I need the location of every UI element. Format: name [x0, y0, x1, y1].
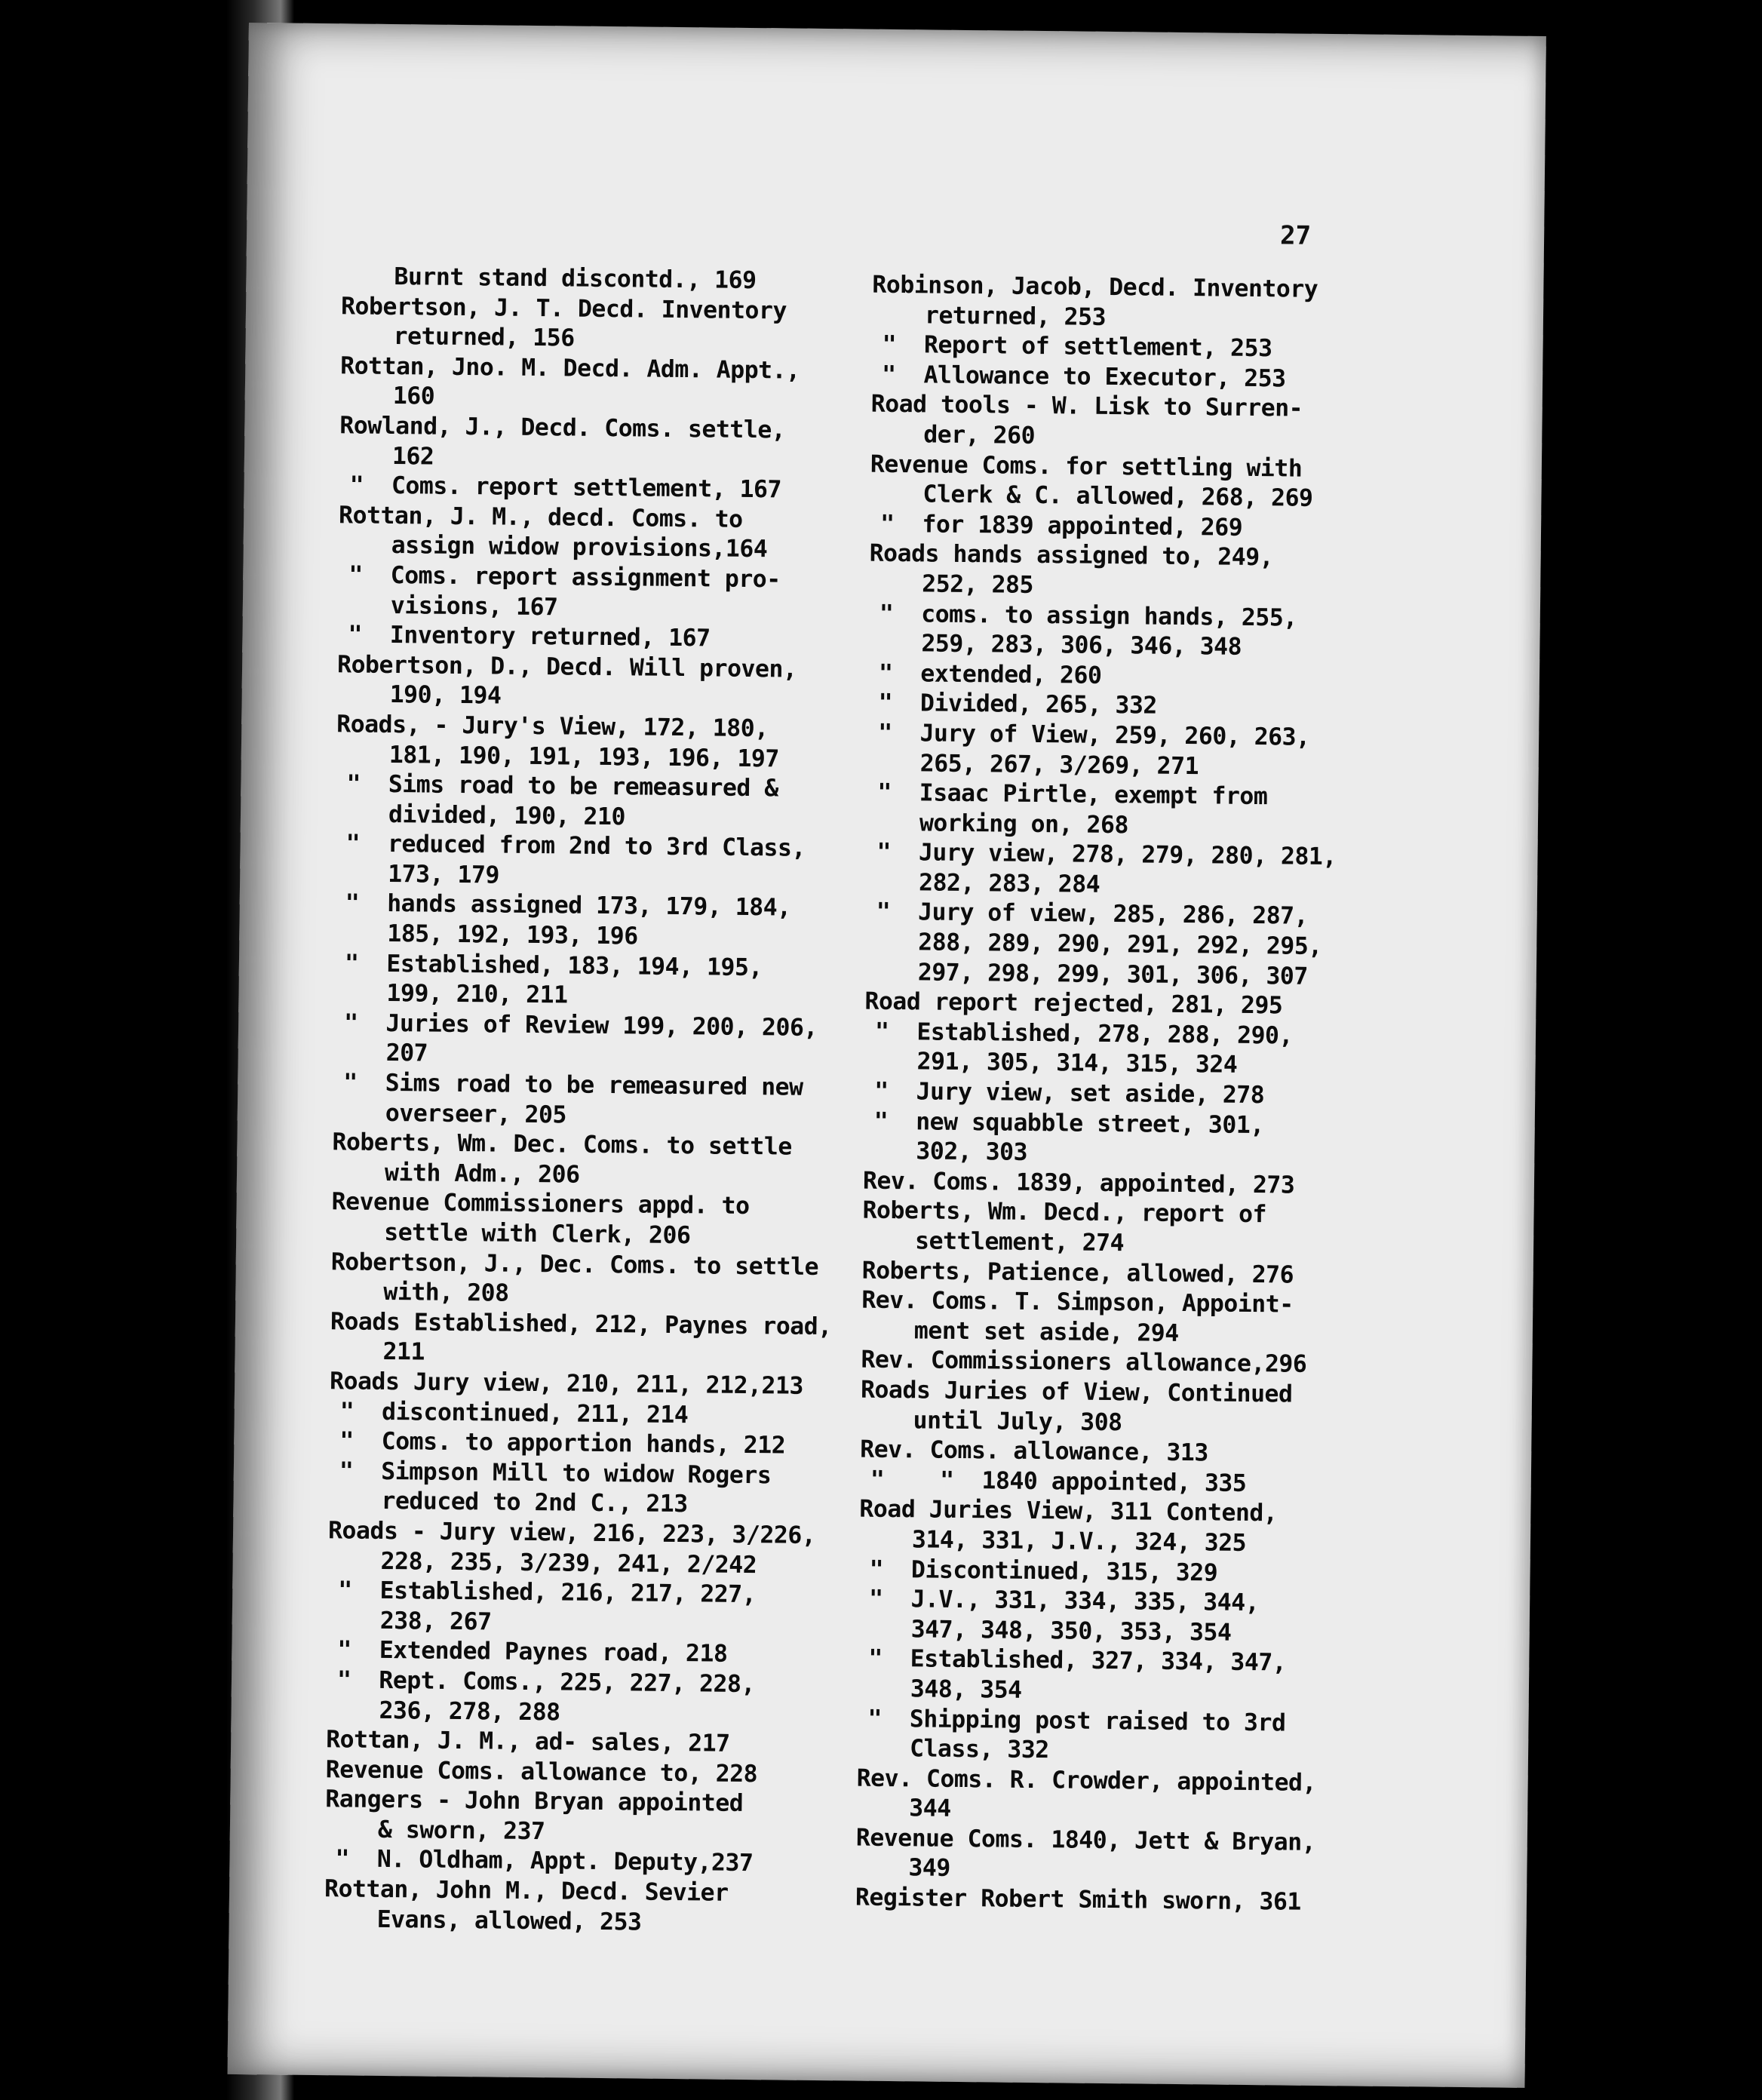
index-entry-line: 160: [392, 382, 435, 410]
index-entry-line: " Jury of view, 285, 286, 287,: [876, 898, 1309, 931]
index-entry-line: 252, 285: [922, 570, 1034, 599]
index-entry-line: 199, 210, 211: [386, 980, 568, 1009]
index-entry-line: Road Juries View, 311 Contend,: [859, 1495, 1278, 1527]
index-entry-line: reduced to 2nd C., 213: [381, 1488, 688, 1518]
index-entry-line: 259, 283, 306, 346, 348: [921, 630, 1242, 661]
document-page: [228, 23, 1546, 2088]
index-entry-line: " Established, 183, 194, 195,: [344, 950, 763, 981]
index-entry-line: " Divided, 265, 332: [878, 689, 1158, 720]
index-entry-line: Robertson, J., Dec. Coms. to settle: [330, 1248, 819, 1281]
index-entry-line: 162: [391, 442, 434, 471]
index-entry-line: 228, 235, 3/239, 241, 2/242: [380, 1547, 757, 1579]
index-entry-line: 173, 179: [388, 860, 500, 889]
index-entry-line: Register Robert Smith sworn, 361: [855, 1884, 1302, 1916]
index-entry-line: " coms. to assign hands, 255,: [879, 600, 1297, 632]
index-entry-line: Roberts, Wm. Decd., report of: [862, 1197, 1267, 1229]
index-entry-line: working on, 268: [919, 809, 1129, 839]
index-entry-line: settle with Clerk, 206: [384, 1218, 691, 1250]
index-entry-line: 236, 278, 288: [379, 1696, 560, 1726]
index-entry-line: 348, 354: [910, 1675, 1022, 1704]
index-entry-line: Class, 332: [909, 1735, 1049, 1764]
index-entry-line: " Allowance to Executor, 253: [881, 361, 1286, 393]
index-entry-line: " Inventory returned, 167: [348, 621, 711, 652]
index-entry-line: 344: [909, 1795, 951, 1823]
index-entry-line: 238, 267: [379, 1607, 492, 1636]
index-entry-line: Revenue Coms. allowance to, 228: [325, 1755, 758, 1788]
index-entry-line: visions, 167: [390, 591, 558, 621]
index-entry-line: Evans, allowed, 253: [376, 1905, 642, 1936]
index-entry-line: Roads Jury view, 210, 211, 212,213: [329, 1368, 804, 1400]
index-entry-line: & sworn, 237: [377, 1816, 545, 1846]
right-index-column: [855, 271, 1343, 1918]
index-entry-line: " Shipping post raised to 3rd: [867, 1705, 1286, 1737]
index-entry-line: " N. Oldham, Appt. Deputy,237: [335, 1845, 754, 1877]
index-entry-line: Rangers - John Bryan appointed: [325, 1785, 744, 1818]
index-entry-line: assign widow provisions,164: [391, 532, 768, 563]
index-entry-line: ment set aside, 294: [913, 1317, 1179, 1347]
index-entry-line: " hands assigned 173, 179, 184,: [345, 889, 791, 923]
index-entry-line: Clerk & C. allowed, 268, 269: [922, 480, 1313, 512]
index-entry-line: Robertson, J. T. Decd. Inventory: [340, 292, 787, 325]
index-entry-line: settlement, 274: [914, 1227, 1125, 1257]
index-entry-line: " Jury view, set aside, 278: [874, 1077, 1265, 1110]
index-entry-line: " Discontinued, 315, 329: [869, 1555, 1218, 1587]
index-entry-line: " Established, 278, 288, 290,: [874, 1018, 1294, 1050]
page-number: 27: [1279, 220, 1312, 251]
index-entry-line: Burnt stand discontd., 169: [394, 263, 757, 295]
index-entry-line: " Simpson Mill to widow Rogers: [339, 1457, 772, 1490]
index-entry-line: Rottan, J. M., decd. Coms. to: [338, 502, 743, 533]
index-entry-line: returned, 156: [393, 323, 575, 352]
index-entry-line: " Coms. report settlement, 167: [349, 471, 782, 504]
index-entry-line: " new squabble street, 301,: [873, 1107, 1264, 1139]
index-entry-line: Revenue Commissioners appd. to: [331, 1188, 750, 1220]
index-entry-line: Rowland, J., Decd. Coms. settle,: [339, 412, 786, 444]
index-entry-line: " Rept. Coms., 225, 227, 228,: [336, 1666, 756, 1699]
index-entry-line: 288, 289, 290, 291, 292, 295,: [918, 929, 1322, 961]
index-entry-line: Revenue Coms. 1840, Jett & Bryan,: [855, 1824, 1316, 1856]
index-entry-line: 314, 331, J.V., 324, 325: [911, 1526, 1247, 1557]
index-entry-line: Rottan, J. M., ad- sales, 217: [325, 1726, 730, 1758]
index-entry-line: divided, 190, 210: [388, 800, 626, 830]
index-entry-line: overseer, 205: [385, 1099, 567, 1129]
index-entry-line: " Isaac Pirtle, exempt from: [877, 778, 1268, 811]
index-entry-line: Roberts, Wm. Dec. Coms. to settle: [332, 1128, 792, 1161]
index-entry-line: Roads Established, 212, Paynes road,: [330, 1308, 832, 1340]
index-entry-line: der, 260: [923, 421, 1036, 450]
index-entry-line: " Established, 327, 334, 347,: [868, 1645, 1287, 1677]
index-entry-line: Rev. Commissioners allowance,296: [861, 1346, 1307, 1379]
index-entry-line: 291, 305, 314, 315, 324: [916, 1048, 1238, 1079]
index-entry-line: " Jury of View, 259, 260, 263,: [877, 719, 1310, 751]
index-entry-line: 185, 192, 193, 196: [387, 920, 638, 950]
index-entry-line: " Coms. to apportion hands, 212: [339, 1427, 786, 1460]
index-entry-line: " Sims road to be remeasured &: [346, 770, 778, 803]
index-entry-line: Robinson, Jacob, Decd. Inventory: [872, 271, 1318, 303]
index-entry-line: 297, 298, 299, 301, 306, 307: [917, 959, 1309, 990]
index-entry-line: Rev. Coms. 1839, appointed, 273: [862, 1167, 1295, 1199]
index-entry-line: " Extended Paynes road, 218: [337, 1636, 728, 1669]
index-entry-line: " discontinued, 211, 214: [339, 1397, 689, 1429]
index-entry-line: until July, 308: [913, 1406, 1122, 1436]
index-entry-line: Rottan, John M., Decd. Sevier: [324, 1875, 729, 1907]
index-entry-line: Road report rejected, 281, 295: [864, 987, 1283, 1020]
index-entry-line: Robertson, D., Decd. Will proven,: [336, 650, 797, 683]
index-entry-line: " Established, 216, 217, 227,: [338, 1577, 757, 1609]
index-entry-line: 190, 194: [389, 681, 502, 710]
index-entry-line: " " 1840 appointed, 335: [870, 1466, 1247, 1497]
index-entry-line: " Report of settlement, 253: [882, 331, 1272, 363]
index-entry-line: 207: [385, 1039, 428, 1067]
index-entry-line: Roads, - Jury's View, 172, 180,: [336, 711, 769, 743]
index-entry-line: Rev. Coms. R. Crowder, appointed,: [856, 1764, 1317, 1797]
index-entry-line: 282, 283, 284: [918, 869, 1100, 898]
index-entry-line: with, 208: [383, 1279, 509, 1307]
index-entry-line: Road tools - W. Lisk to Surren-: [870, 391, 1303, 423]
index-entry-line: 349: [908, 1854, 951, 1883]
index-entry-line: 265, 267, 3/269, 271: [919, 749, 1199, 780]
left-index-column: [324, 262, 843, 1939]
index-entry-line: " Sims road to be remeasured new: [343, 1069, 803, 1101]
index-entry-line: Rottan, Jno. M. Decd. Adm. Appt.,: [340, 352, 800, 385]
index-entry-line: with Adm., 206: [384, 1159, 580, 1189]
index-entry-line: 302, 303: [916, 1138, 1028, 1167]
index-entry-line: Roads - Jury view, 216, 223, 3/226,: [327, 1517, 816, 1549]
index-entry-line: Roberts, Patience, allowed, 276: [861, 1257, 1294, 1289]
index-entry-line: Revenue Coms. for settling with: [870, 450, 1303, 483]
index-entry-line: Rev. Coms. allowance, 313: [860, 1435, 1209, 1467]
index-entry-line: returned, 253: [924, 301, 1107, 331]
index-entry-line: Roads Juries of View, Continued: [860, 1376, 1293, 1408]
index-entry-line: " extended, 260: [878, 659, 1102, 689]
index-entry-line: " Juries of Review 199, 200, 206,: [343, 1009, 818, 1042]
index-entry-line: Rev. Coms. T. Simpson, Appoint-: [861, 1286, 1294, 1319]
index-entry-line: " reduced from 2nd to 3rd Class,: [345, 830, 806, 863]
index-entry-line: Roads hands assigned to, 249,: [869, 539, 1274, 572]
index-entry-line: " Coms. report assignment pro-: [348, 561, 781, 594]
index-entry-line: 181, 190, 191, 193, 196, 197: [388, 741, 780, 772]
index-entry-line: " for 1839 appointed, 269: [879, 510, 1243, 542]
index-entry-line: 211: [382, 1338, 425, 1366]
index-entry-line: " Jury view, 278, 279, 280, 281,: [876, 839, 1337, 871]
index-entry-line: " J.V., 331, 334, 335, 344,: [868, 1585, 1260, 1617]
index-entry-line: 347, 348, 350, 353, 354: [910, 1616, 1232, 1647]
